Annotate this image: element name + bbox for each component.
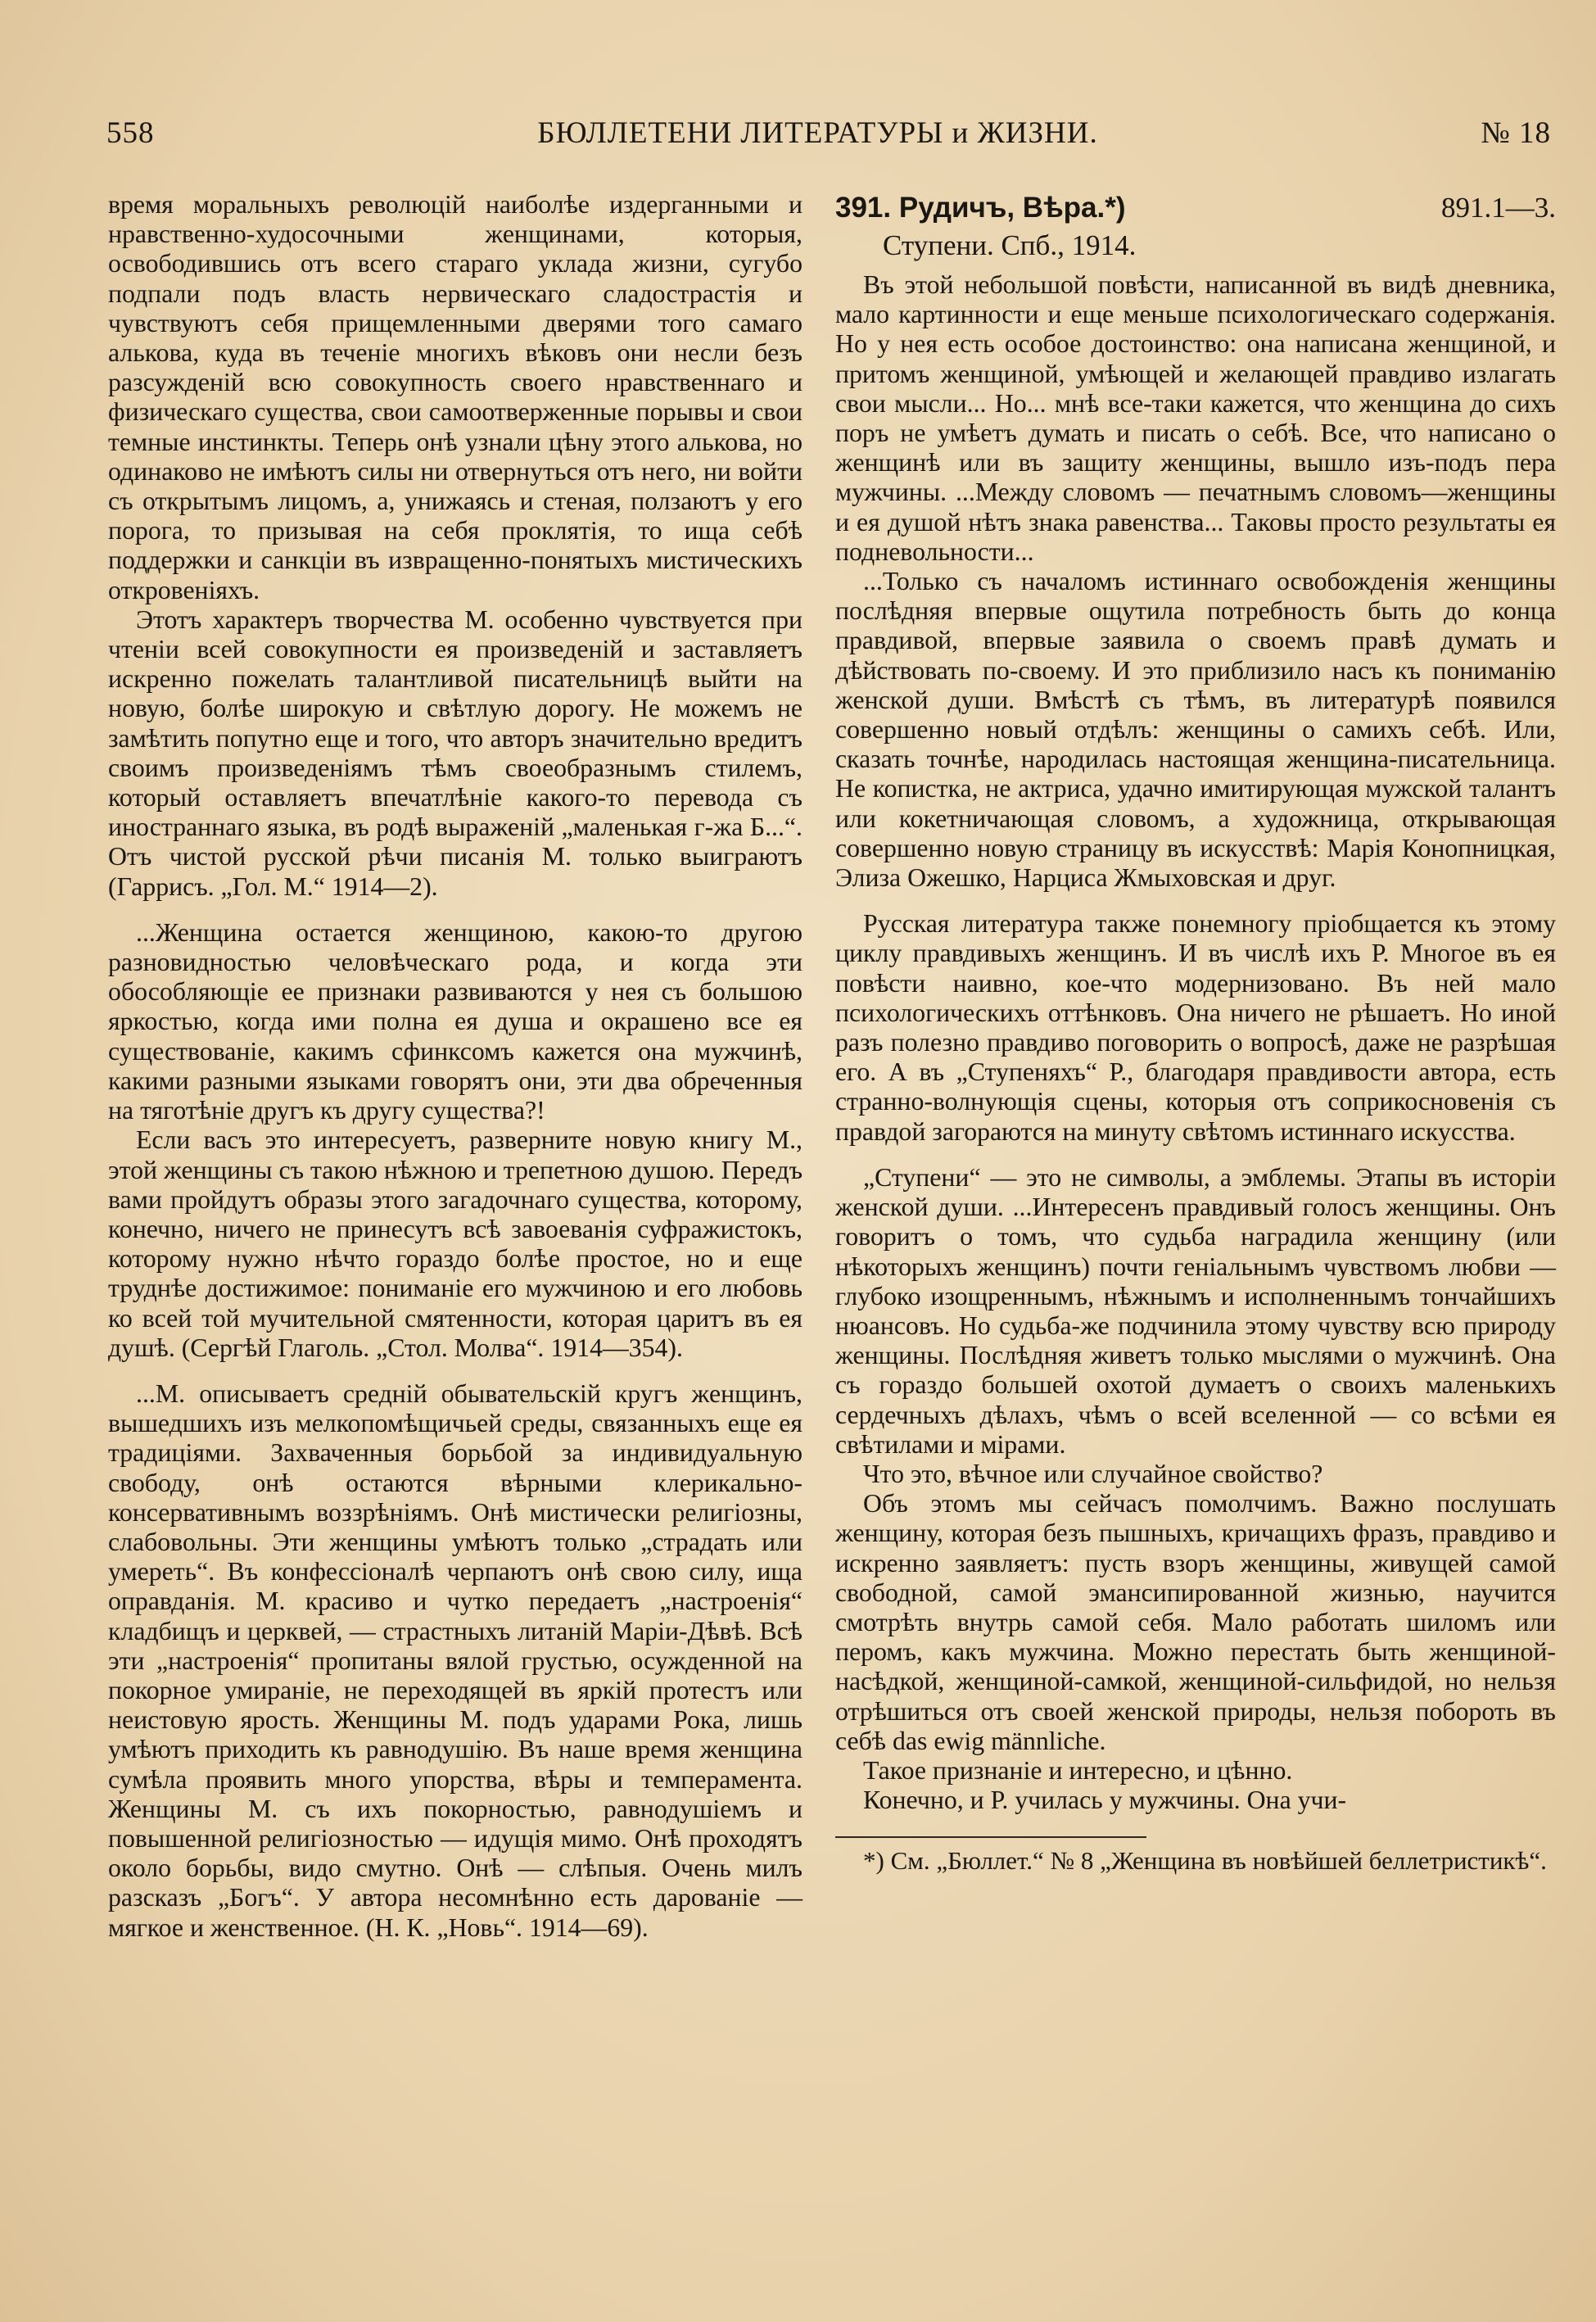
entry-heading: [835, 190, 1556, 226]
paragraph: Что это, вѣчное или случайное свойство?: [863, 1459, 1323, 1488]
page-number: 558: [106, 115, 155, 150]
paragraph: Въ этой небольшой повѣсти, написанной въ видѣ дневника, мало картинности и еще меньше психологическаго содержанія. Но у нея есть особое достоинство: она написана женщиной, и притомъ женщиной, умѣющей и желающей правдиво излагать свои мысли... Но... мнѣ все-таки кажется, что женщина до сихъ поръ не умѣетъ думать и писать о себѣ. Все, что написано о женщинѣ или въ защиту женщины, вышло изъ-подъ пера мужчины. ...Между словомъ — печатнымъ словомъ—женщины и ея душой нѣтъ знака равенства... Таковы просто результаты ея подневольности...: [835, 270, 1556, 566]
running-title: БЮЛЛЕТЕНИ ЛИТЕРАТУРЫ и ЖИЗНИ.: [537, 115, 1098, 150]
quote-paragraph: ...Женщина остается женщиною, какою-то другою разновидностью человѣческаго рода, и когда эти обособляющіе ее признаки развиваются у нея съ большою яркостью, когда ими полна ея душа и окрашено все ея существованіе, какимъ сфинксомъ кажется она мужчинѣ, какими разными языками говорятъ они, эти два обреченныя на тяготѣніе другъ къ другу существа?!: [108, 917, 803, 1125]
paragraph: „Ступени“ — это не символы, а эмблемы. Этапы въ исторіи женской души. ...Интересенъ правдивый голосъ женщины. Онъ говоритъ о томъ, что судьба наградила женщину (или нѣкоторыхъ женщинъ) почти геніальнымъ чувствомъ любви — глубоко изощреннымъ, нѣжнымъ и исполненнымъ тончайшихъ нюансовъ. Но судьба-же подчинила этому чувству всю природу женщины. Послѣдняя живетъ только мыслями о мужчинѣ. Она съ гораздо большей охотой думаетъ о своихъ маленькихъ сердечныхъ дѣлахъ, чѣмъ о всей вселенной — со всѣми ея свѣтилами и мірами.: [835, 1162, 1556, 1459]
paragraph: Этотъ характеръ творчества М. особенно чувствуется при чтеніи всей совокупности ея произведеній и заставляетъ искренно пожелать талантливой писательницѣ выйти на новую, болѣе широкую и свѣтлую дорогу. Не можемъ не замѣтить попутно еще и того, что авторъ значительно вредитъ своимъ произведеніямъ тѣмъ своеобразнымъ стилемъ, который оставляетъ впечатлѣніе какого-то перевода съ иностраннаго языка, въ родѣ выраженій „маленькая г-жа Б...“. Отъ чистой русской рѣчи писанія М. только выиграютъ (Гаррисъ. „Гол. М.“ 1914—2).: [108, 604, 803, 901]
issue-number: № 18: [1481, 115, 1551, 150]
paragraph: Конечно, и Р. училась у мужчины. Она учи-: [863, 1786, 1347, 1815]
paragraph: время моральныхъ революцій наиболѣе издерганными и нравственно-худосочными женщинами, которыя, освободившись отъ всего стараго уклада жизни, сугубо подпали подъ власть нервическаго сладострастія и чувствуютъ себя прищемленными дверями того самаго алькова, куда въ теченіе многихъ вѣковъ они несли безъ разсужденій всю совокупность своего нравственнаго и физическаго существа, свои самоотверженные порывы и свои темные инстинкты. Теперь онѣ узнали цѣну этого алькова, но одинаково не имѣютъ силы ни отвернуться отъ него, ни войти съ открытымъ лицомъ, а, унижаясь и стеная, ползаютъ у его порога, то призывая на себя проклятія, то ища себѣ поддержки и санкціи въ извращенно-понятыхъ мистическихъ откровеніяхъ.: [108, 190, 803, 604]
paragraph: Если васъ это интересуетъ, разверните новую книгу М., этой женщины съ такою нѣжною и трепетною душою. Передъ вами пройдутъ образы этого загадочнаго существа, которому, конечно, ничего не принесутъ всѣ завоеванія суфражистокъ, которому нужно нѣчто гораздо болѣе простое, но и еще труднѣе достижимое: пониманіе его мужчиною и его любовь ко всей той мучительной смятенности, которая царитъ въ ея душѣ. (Сергѣй Глаголь. „Стол. Молва“. 1914—354).: [108, 1125, 803, 1362]
footnote: *) См. „Бюллет.“ № 8 „Женщина въ новѣйшей беллетристикѣ“.: [863, 1846, 1547, 1876]
entry-subtitle: Ступени. Спб., 1914.: [883, 229, 1137, 261]
paragraph: Такое признаніе и интересно, и цѣнно.: [863, 1755, 1293, 1785]
page-header: [106, 108, 1551, 157]
paragraph: Объ этомъ мы сейчасъ помолчимъ. Важно послушать женщину, которая безъ пышныхъ, кричащихъ фразъ, правдиво и искренно заявляетъ: пусть взоръ женщины, живущей самой свободной, самой эмансипированной жизнью, научится смотрѣть внутрь самой себя. Мало работать шиломъ или перомъ, какъ мужчина. Можно перестать быть женщиной-насѣдкой, женщиной-самкой, женщиной-сильфидой, но нельзя отрѣшиться отъ своей женской природы, нельзя побороть въ себѣ das ewig männliche.: [835, 1489, 1556, 1755]
entry-title: 391. Рудичъ, Вѣра.*): [835, 192, 1126, 224]
entry-classification-code: 891.1—3.: [1441, 192, 1556, 224]
right-column: [835, 190, 1556, 1876]
quote-paragraph: ...М. описываетъ средній обывательскій кругъ женщинъ, вышедшихъ изъ мелкопомѣщичьей среды, связанныхъ еще ея традиціями. Захваченныя борьбой за индивидуальную свободу, онѣ остаются вѣрными клерикально-консервативнымъ воззрѣніямъ. Онѣ мистически религіозны, слабовольны. Эти женщины умѣютъ только „страдать или умереть“. Въ конфессіоналѣ черпаютъ онѣ свою силу, ища оправданія. М. красиво и чутко передаетъ „настроенія“ кладбищъ и церквей, — страстныхъ литаній Маріи-Дѣвѣ. Всѣ эти „настроенія“ пропитаны вялой грустью, осужденной на покорное умираніе, не переходящей въ яркій протестъ или неистовую ярость. Женщины М. подъ ударами Рока, лишь умѣютъ приходить къ равнодушію. Въ наше время женщина сумѣла проявить много упорства, вѣры и темперамента. Женщины М. съ ихъ покорностью, равнодушіемъ и повышенной религіозностью — идущія мимо. Онѣ проходятъ около борьбы, видо смутно. Онѣ — слѣпыя. Очень милъ разсказъ „Богъ“. У автора несомнѣнно есть дарованіе — мягкое и женственное. (Н. К. „Новь“. 1914—69).: [108, 1378, 803, 1942]
paragraph: Русская литература также понемногу пріобщается къ этому циклу правдивыхъ женщинъ. И въ числѣ ихъ Р. Многое въ ея повѣсти наивно, кое-что модернизовано. Въ ней мало психологическихъ оттѣнковъ. Она ничего не рѣшаетъ. Но иной разъ полезно правдиво поговорить о вопросѣ, даже не разрѣшая его. А въ „Ступеняхъ“ Р., благодаря правдивости автора, есть странно-волнующія сцены, которыя отъ соприкосновенія съ правдой загораются на минуту свѣтомъ истиннаго искусства.: [835, 909, 1556, 1146]
footnote-divider: [835, 1836, 1146, 1838]
paragraph: ...Только съ началомъ истиннаго освобожденія женщины послѣдняя впервые ощутила потребность быть до конца правдивой, впервые заявила о своемъ правѣ думать и дѣйствовать по-своему. И это приблизило насъ къ пониманію женской души. Вмѣстѣ съ тѣмъ, въ литературѣ появился совершенно новый отдѣлъ: женщины о самихъ себѣ. Или, сказать точнѣе, народилась настоящая женщина-писательница. Не копистка, не актриса, удачно имитирующая мужской талантъ или кокетничающая словомъ, а художница, открывающая совершенно новую страницу въ искусствѣ: Марія Конопницкая, Элиза Ожешко, Нарциса Жмыховская и друг.: [835, 567, 1556, 893]
left-column: [108, 190, 803, 1943]
